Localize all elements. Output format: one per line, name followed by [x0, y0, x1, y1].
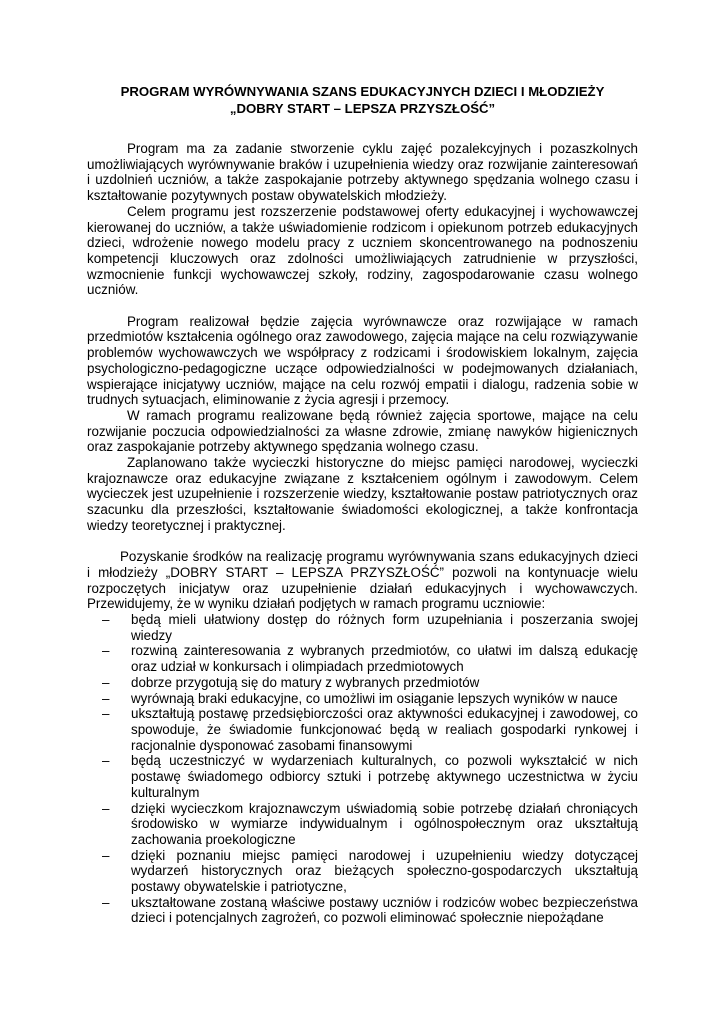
dash-marker: – — [102, 753, 110, 769]
list-item — [87, 801, 638, 848]
dash-marker: – — [102, 894, 110, 910]
dash-marker: – — [102, 706, 110, 722]
title-line-1: PROGRAM WYRÓWNYWANIA SZANS EDUKACYJNYCH DZIECI I MŁODZIEŻY — [120, 84, 605, 99]
paragraph-sports: W ramach programu realizowane będą również zajęcia sportowe, mające na celu rozwijanie poczucia odpowiedzialności za własne zdrowie, zmianę nawyków higienicznych oraz zaspokajanie potrzeby aktywnego spędzania wolnego czasu. — [87, 407, 638, 455]
list-item — [87, 643, 638, 674]
list-item — [87, 895, 638, 926]
list-item-text: będą uczestniczyć w wydarzeniach kulturalnych, co pozwoli wykształcić w nich postawę świadomego odbiorcy sztuki i potrzebę aktywnego uczestnictwa w życiu kulturalnym — [131, 753, 638, 800]
list-item — [87, 675, 638, 691]
list-item — [87, 691, 638, 707]
dash-marker: – — [102, 612, 110, 628]
dash-marker: – — [102, 800, 110, 816]
list-item-text: rozwiną zainteresowania z wybranych przedmiotów, co ułatwi im dalszą edukację oraz udział w konkursach i olimpiadach przedmiotowych — [131, 643, 638, 675]
list-item-text: dobrze przygotują się do matury z wybranych przedmiotów — [131, 674, 480, 690]
document-body — [87, 141, 638, 926]
list-item-text: dzięki wycieczkom krajoznawczym uświadomią sobie potrzebę działań chroniących środowisko w wymiarze indywidualnym i ogólnospołecznym oraz ukształtują zachowania proekologiczne — [131, 800, 638, 847]
list-item — [87, 612, 638, 643]
outcomes-list — [87, 612, 638, 926]
list-item — [87, 848, 638, 895]
title-line-2: „DOBRY START – LEPSZA PRZYSZŁOŚĆ” — [229, 101, 496, 116]
paragraph-trips: Zaplanowano także wycieczki historyczne do miejsc pamięci narodowej, wycieczki krajoznawcze oraz edukacyjne związane z kształceniem ogólnym i zawodowym. Celem wycieczek jest uzupełnienie i rozszerzenie wiedzy, kształtowanie postaw patriotycznych oraz szacunku dla przeszłości, kształtowanie świadomości ekologicznej, a także konfrontacja wiedzy teoretycznej i praktycznej. — [87, 455, 638, 533]
paragraph-program-goal: Program ma za zadanie stworzenie cyklu zajęć pozalekcyjnych i pozaszkolnych umożliwiających wyrównywanie braków i uzupełnienia wiedzy oraz rozwijanie zainteresowań i uzdolnień uczniów, a także zaspokajanie potrzeby aktywnego spędzania wolnego czasu i kształtowanie pozytywnych postaw obywatelskich młodzieży. — [87, 141, 638, 204]
document-title — [87, 83, 638, 117]
list-item — [87, 753, 638, 800]
paragraph-activities: Program realizował będzie zajęcia wyrównawcze oraz rozwijające w ramach przedmiotów kształcenia ogólnego oraz zawodowego, zajęcia mające na celu rozwiązywanie problemów wychowawczych we współpracy z rodzicami i środowiskiem lokalnym, zajęcia psychologiczno-pedagogiczne uczące odpowiedzialności w podejmowanych działaniach, wspierające inicjatywy uczniów, mające na celu rozwój empatii i dialogu, radzenia sobie w trudnych sytuacjach, eliminowanie z życia agresji i przemocy. — [87, 313, 638, 408]
dash-marker: – — [102, 643, 110, 659]
dash-marker: – — [102, 847, 110, 863]
paragraph-program-aim: Celem programu jest rozszerzenie podstawowej oferty edukacyjnej i wychowawczej kierowanej do uczniów, a także uświadomienie rodzicom i opiekunom potrzeb edukacyjnych dzieci, wdrożenie nowego modelu pracy z uczniem skoncentrowanego na podnoszeniu kompetencji kluczowych oraz zdolności umożliwiających zatrudnienie w przyszłości, wzmocnienie funkcji wychowawczej szkoły, rodziny, zagospodarowanie czasu wolnego uczniów. — [87, 203, 638, 298]
list-item — [87, 706, 638, 753]
list-item-text: dzięki poznaniu miejsc pamięci narodowej i uzupełnieniu wiedzy dotyczącej wydarzeń historycznych oraz bieżących społeczno-gospodarczych ukształtują postawy obywatelskie i patriotyczne, — [131, 847, 638, 895]
dash-marker: – — [102, 690, 110, 706]
list-item-text: wyrównają braki edukacyjne, co umożliwi im osiąganie lepszych wyników w nauce — [131, 690, 618, 706]
list-item-text: ukształtowane zostaną właściwe postawy uczniów i rodziców wobec bezpieczeństwa dzieci i potencjalnych zagrożeń, co pozwoli eliminować społecznie niepożądane — [131, 894, 638, 926]
list-item-text: ukształtują postawę przedsiębiorczości oraz aktywności edukacyjnej i zawodowej, co spowoduje, że świadomie funkcjonować będą w realiach gospodarki rynkowej i racjonalnie dysponować zasobami finansowymi — [131, 706, 638, 753]
dash-marker: – — [102, 674, 110, 690]
paragraph-funding: Pozyskanie środków na realizację programu wyrównywania szans edukacyjnych dzieci i młodzieży „DOBRY START – LEPSZA PRZYSZŁOŚĆ” pozwoli na kontynuacje wielu rozpoczętych inicjatyw oraz uzupełnienie działań edukacyjnych i wychowawczych. Przewidujemy, że w wyniku działań podjętych w ramach programu uczniowie: — [87, 549, 638, 612]
list-item-text: będą mieli ułatwiony dostęp do różnych form uzupełniania i poszerzania swojej wiedzy — [131, 612, 638, 643]
